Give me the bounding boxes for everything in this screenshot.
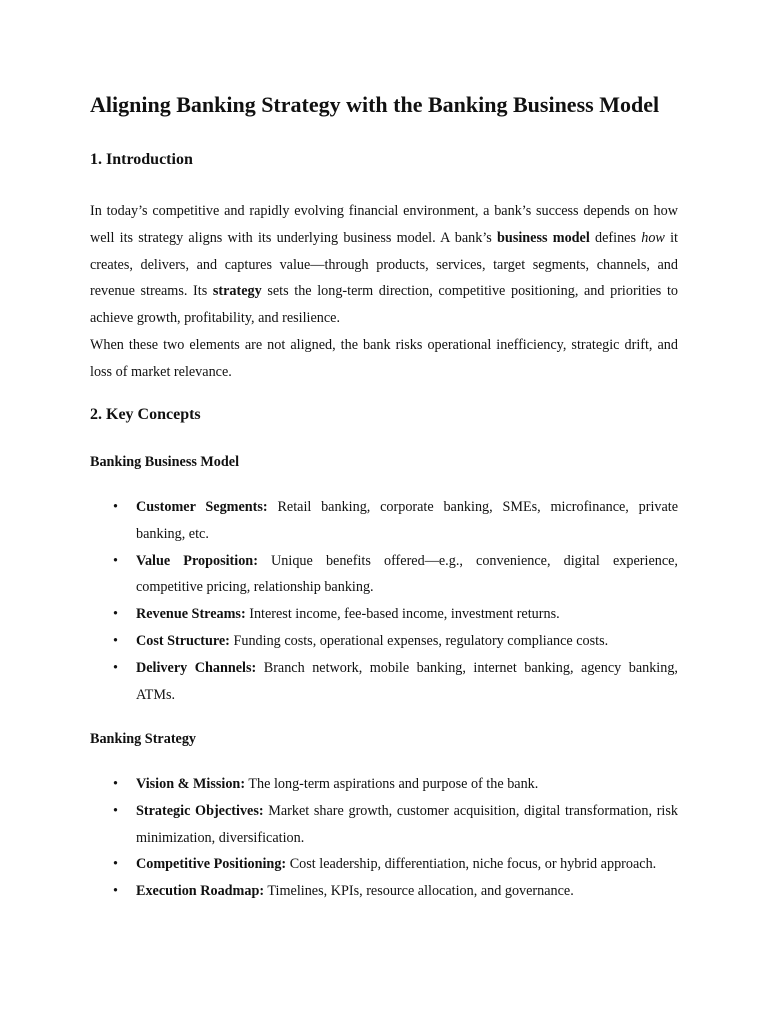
list-item-text: Interest income, fee-based income, investment returns. [245,606,560,623]
intro-text-1: In today’s competitive and rapidly evolving financial environment, a bank’s success depends on how well its strategy aligns with its underlying business model. A bank’s [90,203,678,246]
bullet-icon: • [113,856,118,873]
list-item-label: Customer Segments: [136,499,268,515]
list-item [90,798,678,852]
list-item [90,655,678,709]
strategy-list [90,771,678,905]
section-heading-introduction: 1. Introduction [90,151,193,168]
intro-italic-how: how [641,229,665,246]
intro-text-5: When these two elements are not aligned, the bank risks operational inefficiency, strategic drift, and loss of market relevance. [90,336,678,380]
list-item [90,851,678,878]
subheading-banking-business-model: Banking Business Model [90,454,240,470]
list-item-label: Value Proposition: [136,552,258,569]
list-item-label: Vision & Mission: [136,776,246,792]
document-title: Aligning Banking Strategy with the Banking Business Model [90,92,660,117]
list-item-label: Strategic Objectives: [136,802,264,819]
bullet-icon: • [113,776,118,792]
bullet-icon: • [113,552,118,569]
bullet-icon: • [113,659,118,676]
list-item [90,878,678,905]
business-model-list [90,494,678,708]
list-item [90,771,678,798]
intro-bold-business-model: business model [497,229,590,246]
bullet-icon: • [113,606,118,623]
list-item-text: Timelines, KPIs, resource allocation, and governance. [264,883,574,900]
intro-text-2: defines [589,229,642,246]
list-item-text: Cost leadership, differentiation, niche focus, or hybrid approach. [286,856,657,873]
list-item [90,494,678,548]
intro-bold-strategy: strategy [212,283,262,300]
bullet-icon: • [113,632,118,649]
list-item [90,628,678,655]
bullet-icon: • [113,499,118,515]
bullet-icon: • [113,883,118,900]
list-item-text: Unique benefits offered—e.g., convenience, digital experience, competitive pricing, relationship banking. [136,552,678,596]
list-item-label: Competitive Positioning: [136,856,287,873]
list-item-text: Branch network, mobile banking, internet banking, agency banking, ATMs. [136,659,678,703]
list-item-label: Delivery Channels: [136,659,257,676]
list-item-label: Execution Roadmap: [136,883,265,900]
list-item-text: Retail banking, corporate banking, SMEs, microfinance, private banking, etc. [136,499,679,542]
list-item-label: Cost Structure: [136,632,230,649]
intro-text-3: it creates, delivers, and captures value—through products, services, target segments, channels, and revenue streams. Its [90,229,679,300]
list-item-text: Funding costs, operational expenses, regulatory compliance costs. [229,632,609,649]
list-item [90,601,678,628]
list-item [90,548,678,602]
bullet-icon: • [113,802,118,819]
introduction-paragraph [90,198,678,386]
intro-text-4: sets the long-term direction, competitive positioning, and priorities to achieve growth, profitability, and resilience. [90,283,678,327]
subheading-banking-strategy: Banking Strategy [90,731,197,747]
list-item-text: The long-term aspirations and purpose of the bank. [245,776,539,792]
list-item-text: Market share growth, customer acquisition, digital transformation, risk minimization, diversification. [136,802,678,846]
list-item-label: Revenue Streams: [136,606,246,623]
section-heading-key-concepts: 2. Key Concepts [90,406,201,423]
